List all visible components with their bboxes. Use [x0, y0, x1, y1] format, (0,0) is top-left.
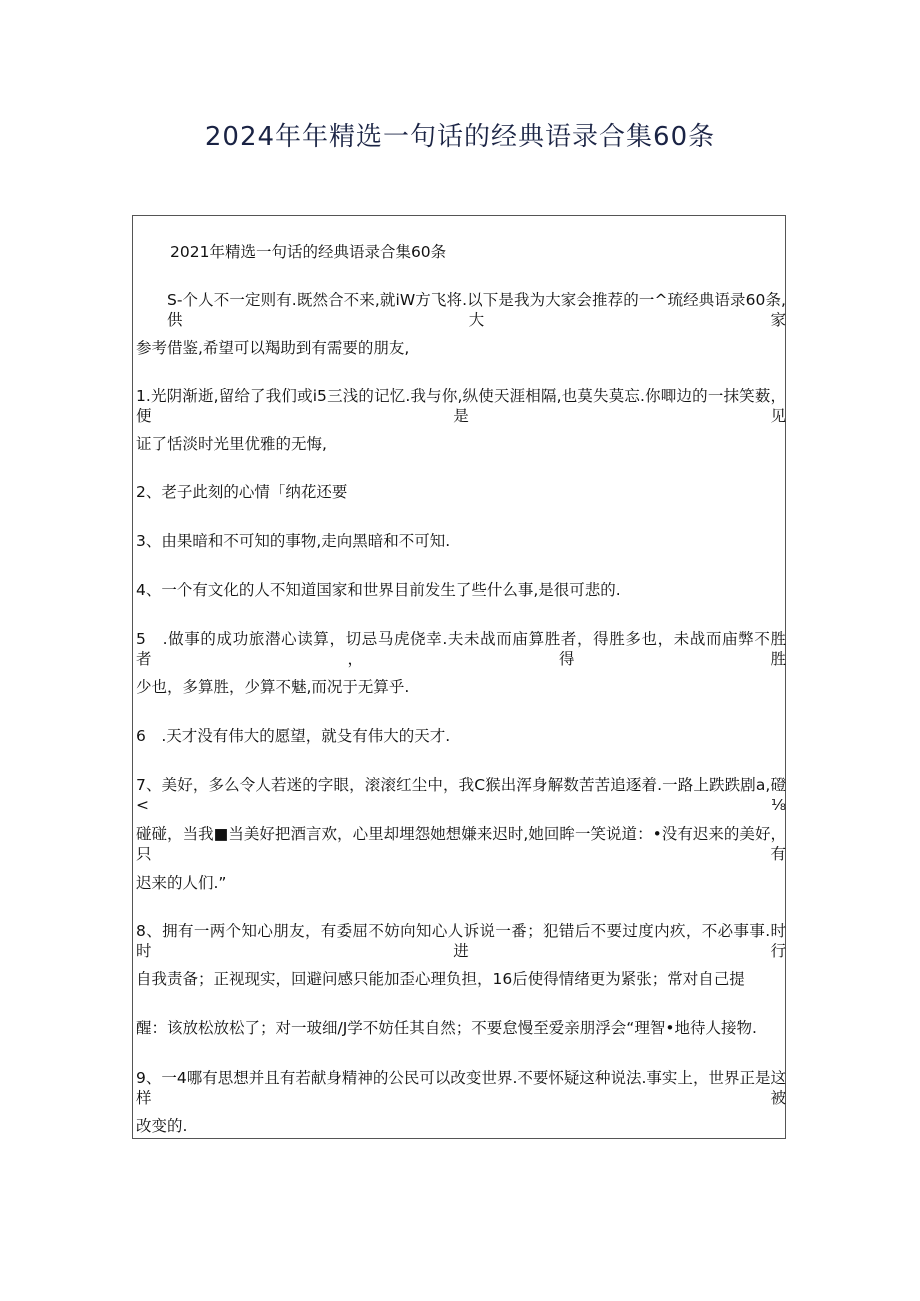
paragraph-line: 8、拥有一两个知心朋友，有委屈不妨向知心人诉说一番；犯错后不要过度内疚，不必事事.时时进行: [136, 922, 786, 960]
paragraph-line: 碰碰，当我■当美好把酒言欢，心里却埋怨她想嫌来迟时,她回眸一笑说道：•没有迟来的美好，只有: [136, 825, 786, 863]
page-title: 2024年年精选一句话的经典语录合集60条: [204, 122, 716, 152]
paragraph-line: 醒：该放松放松了；对一玻细/J学不妨任其自然；不要怠慢至爱亲朋浮会“理智•地待人接物.: [136, 1019, 757, 1037]
paragraph-line: 自我责备；正视现实，回避问感只能加歪心理负担，16后使得情绪更为紧张；常对自己提: [136, 970, 745, 988]
paragraph-line: 改变的.: [136, 1117, 188, 1135]
paragraph-line: 9、一4哪有思想并且有若献身精神的公民可以改变世界.不要怀疑这种说法.事实上，世界正是这样被: [136, 1069, 786, 1107]
paragraph-line: 4、一个有文化的人不知道国家和世界目前发生了些什么事,是很可悲的.: [136, 581, 621, 599]
paragraph-line: 证了恬淡时光里优雅的无悔,: [136, 435, 327, 453]
paragraph-line: 2、老子此刻的心情「纳花还要: [136, 483, 348, 501]
paragraph-line: 5 .做事的成功旅潜心读算，切忌马虎侥幸.夫未战而庙算胜者，得胜多也，未战而庙弊不胜者，得胜: [136, 630, 786, 668]
paragraph-line: 1.光阴渐逝,留给了我们或i5三浅的记忆.我与你,纵使天涯相隔,也莫失莫忘.你唧边的一抹笑薮，便是见: [136, 387, 786, 425]
paragraph-line: S-个人不一定则有.既然合不来,就iW方飞将.以下是我为大家会推荐的一^琉经典语录60条,供大家: [167, 291, 786, 329]
paragraph-line: 迟来的人们.”: [136, 874, 227, 892]
paragraph-line: 参考借鉴,希望可以羯助到有需要的朋友,: [136, 339, 410, 357]
section-subtitle: 2021年精选一句话的经典语录合集60条: [170, 243, 447, 261]
paragraph-line: 少也，多算胜，少算不魅,而况于无算乎.: [136, 678, 410, 696]
paragraph-line: 6 .天才没有伟大的愿望，就殳有伟大的天才.: [136, 727, 451, 745]
paragraph-line: 7、美好，多么令人若迷的字眼，滚滚红尘中，我C猴出浑身解数苦苦追逐着.一路上跌跌剧a,磴 < ⅛: [136, 776, 786, 814]
paragraph-line: 3、由果暗和不可知的事物,走向黑暗和不可知.: [136, 532, 451, 550]
